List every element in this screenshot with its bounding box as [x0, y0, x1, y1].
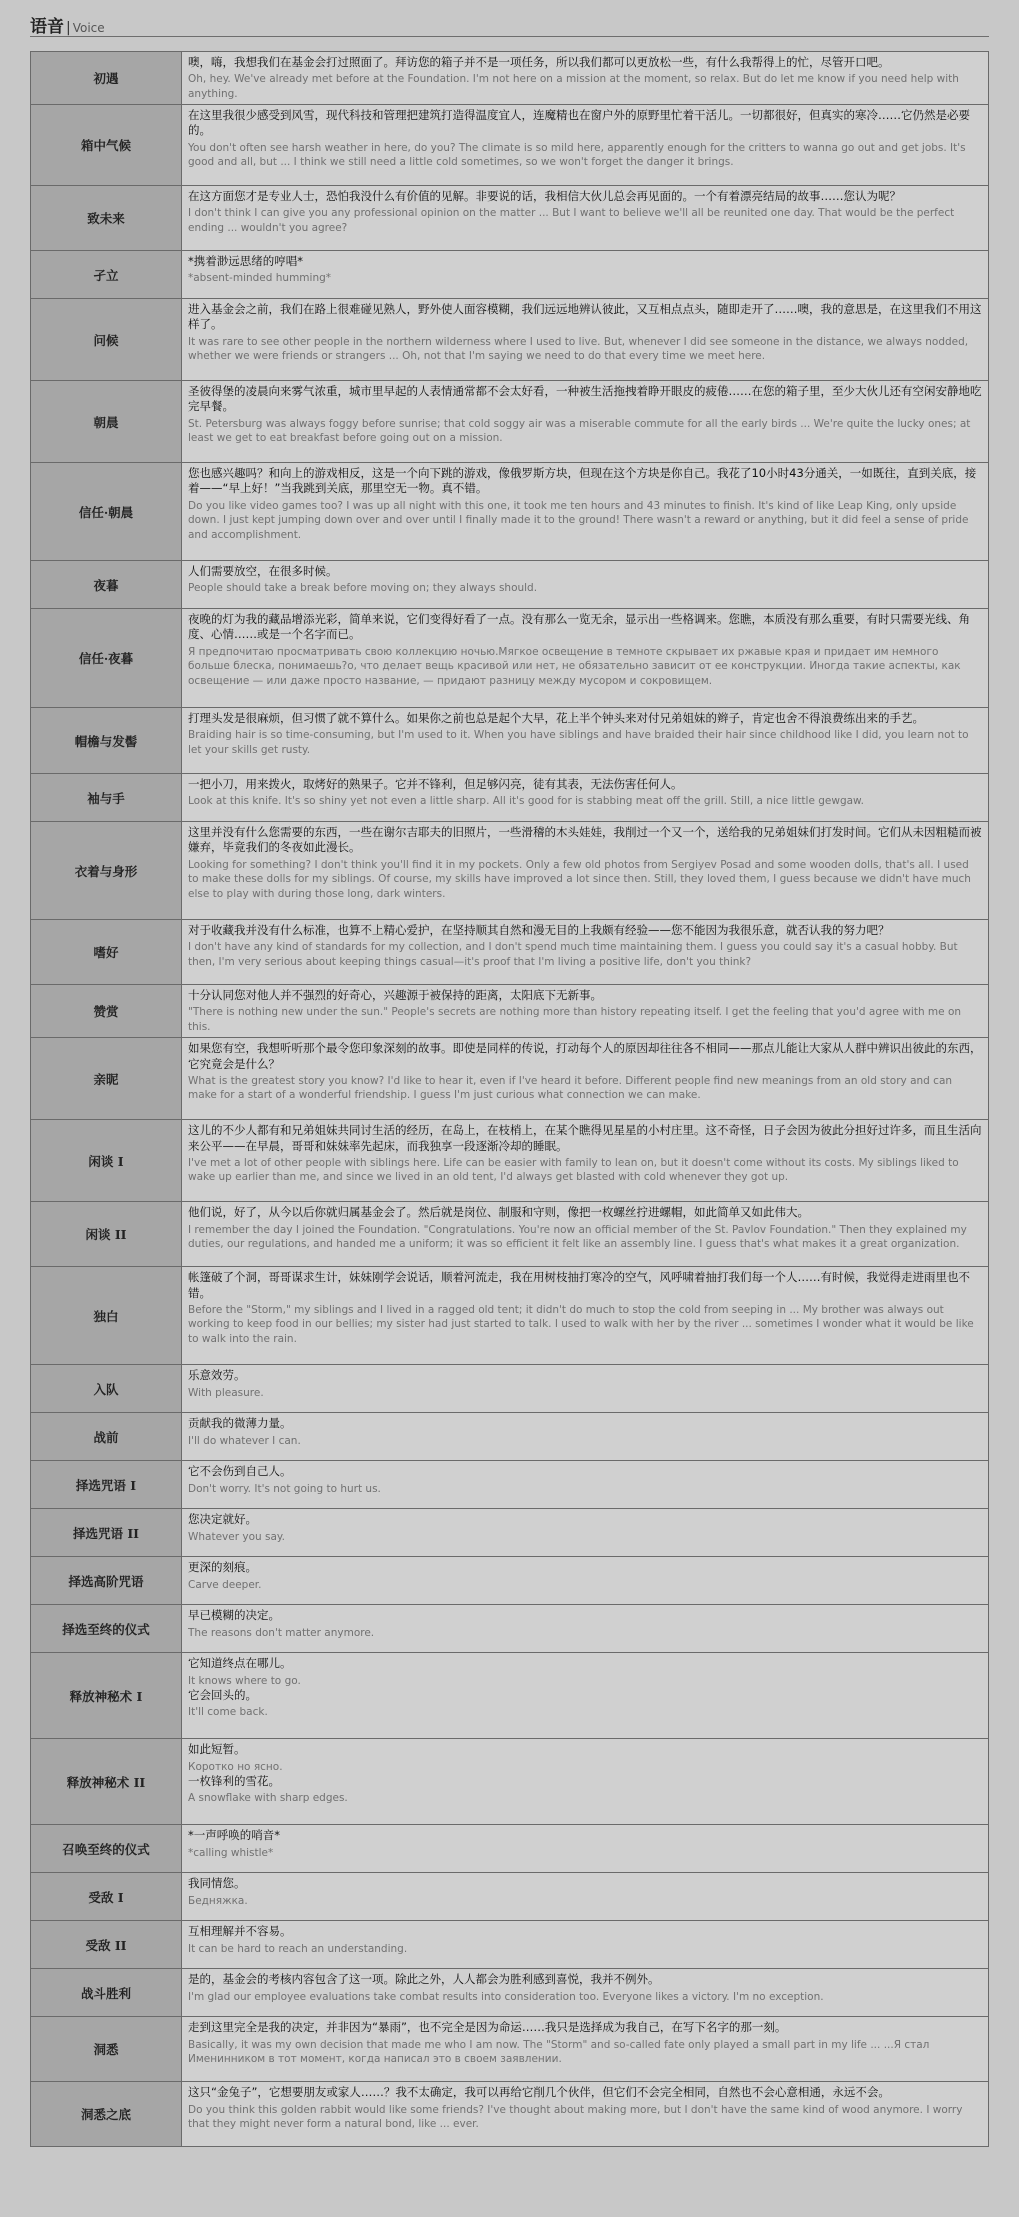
voice-label: 致未来: [31, 186, 182, 251]
voice-row: [31, 1739, 989, 1825]
voice-label: 信任·夜暮: [31, 609, 182, 708]
voice-row: [31, 105, 989, 186]
voice-label: 入队: [31, 1365, 182, 1413]
voice-line-translation: Braiding hair is so time-consuming, but I'm used to it. When you have siblings and have braided their hair since childhood like I did, you learn not to let your skills get rusty.: [188, 729, 969, 756]
voice-text-cell: [182, 1120, 989, 1202]
voice-line-translation: A snowflake with sharp edges.: [188, 1792, 348, 1805]
voice-line-translation: *calling whistle*: [188, 1846, 274, 1859]
voice-label: 衣着与身形: [31, 822, 182, 920]
voice-line-translation: Carve deeper.: [188, 1578, 262, 1591]
voice-line-chinese: 这儿的不少人都有和兄弟姐妹共同讨生活的经历，在岛上，在枝梢上，在某个瞧得见星星的小村庄里。这不奇怪，日子会因为彼此分担好过许多，而且生活向来公平——在早晨，哥哥和妹妹率先起床，而我独享一段逐渐冷却的睡眠。: [188, 1123, 982, 1153]
voice-line-translation: St. Petersburg was always foggy before sunrise; that cold soggy air was a miserable commute for all the early birds ... We're quite the lucky ones; at least we get to eat breakfast before going out on a mission.: [188, 417, 971, 445]
voice-line-chinese: 噢，嗨，我想我们在基金会打过照面了。拜访您的箱子并不是一项任务，所以我们都可以更放松一些，有什么我帮得上的忙，尽管开口吧。: [188, 55, 890, 69]
voice-line-translation: I'll do whatever I can.: [188, 1434, 301, 1447]
voice-line-chinese: 乐意效劳。: [188, 1368, 246, 1383]
voice-text-cell: [182, 1202, 989, 1267]
voice-line-translation: I don't have any kind of standards for my collection, and I don't spend much time maintaining them. I guess you could say it's a casual hobby. But then, I'm very serious about keeping things casual—it's proof that I'm living a positive life, don't you think?: [188, 941, 958, 968]
voice-line-translation: With pleasure.: [188, 1386, 264, 1399]
voice-text-cell: [182, 105, 989, 186]
voice-line-translation: Я предпочитаю просматривать свою коллекцию ночью.Мягкое освещение в темноте скрывает их ржавые края и придает им немного больше блеска, понимаешь?о, что делает вещь красивой или нет, не обязательно зависит от ее конструкции. Иногда такие аспекты, как освещение — или даже просто название, — придают разницу между мусором и сокровищем.: [188, 645, 961, 687]
voice-row: [31, 561, 989, 609]
voice-label: 战前: [31, 1413, 182, 1461]
voice-label: 闲谈 II: [31, 1202, 182, 1267]
voice-line-chinese: 帐篷破了个洞，哥哥谋求生计，妹妹刚学会说话，顺着河流走，我在用树枝抽打寒冷的空气，风呼啸着抽打我们每一个人……有时候，我觉得走进雨里也不错。: [188, 1270, 970, 1300]
voice-text-cell: [182, 1605, 989, 1653]
voice-line-chinese: 进入基金会之前，我们在路上很难碰见熟人，野外使人面容模糊，我们远远地辨认彼此，又互相点点头，随即走开了……噢，我的意思是，在这里我们不用这样了。: [188, 302, 982, 332]
voice-text-cell: [182, 1038, 989, 1120]
title-separator: |: [66, 20, 71, 36]
voice-line-translation: It can be hard to reach an understanding.: [188, 1942, 408, 1955]
voice-line-translation: People should take a break before moving on; they always should.: [188, 582, 538, 595]
voice-text-cell: [182, 1557, 989, 1605]
voice-row: [31, 2017, 989, 2082]
voice-row: [31, 186, 989, 251]
voice-label: 袖与手: [31, 774, 182, 822]
voice-row: [31, 985, 989, 1038]
voice-line-chinese: *一声呼唤的哨音*: [188, 1828, 280, 1843]
page-header: [30, 12, 989, 37]
voice-table-body: [31, 52, 989, 2147]
voice-line-chinese: *携着渺远思绪的哼唱*: [188, 254, 303, 269]
voice-line-translation: Whatever you say.: [188, 1530, 285, 1543]
voice-label: 亲昵: [31, 1038, 182, 1120]
voice-row: [31, 2082, 989, 2147]
voice-text-cell: [182, 381, 989, 463]
voice-row: [31, 1969, 989, 2017]
voice-text-cell: [182, 1921, 989, 1969]
voice-label: 战斗胜利: [31, 1969, 182, 2017]
voice-text-cell: [182, 463, 989, 561]
voice-label: 择选咒语 I: [31, 1461, 182, 1509]
voice-line-chinese: 圣彼得堡的凌晨向来雾气浓重，城市里早起的人表情通常都不会太好看，一种被生活拖拽着睁开眼皮的疲倦……在您的箱子里，至少大伙儿还有空闲安静地吃完早餐。: [188, 384, 982, 414]
voice-line-translation: "There is nothing new under the sun." People's secrets are nothing more than history repeating itself. I get the feeling that you'd agree with me on this.: [188, 1006, 962, 1033]
voice-line-chinese: 互相理解并不容易。: [188, 1924, 292, 1939]
voice-row: [31, 822, 989, 920]
voice-text-cell: [182, 985, 989, 1038]
voice-label: 朝晨: [31, 381, 182, 463]
voice-line-chinese: 它不会伤到自己人。: [188, 1464, 292, 1479]
voice-label: 洞悉之底: [31, 2082, 182, 2147]
voice-text-cell: [182, 1413, 989, 1461]
voice-row: [31, 463, 989, 561]
voice-line-chinese: 您也感兴趣吗？和向上的游戏相反，这是一个向下跳的游戏，像俄罗斯方块，但现在这个方块是你自己。我花了10小时43分通关，一如既往，直到关底，接着——“早上好！”当我跳到关底，那里空无一物。真不错。: [188, 466, 977, 496]
voice-row: [31, 1557, 989, 1605]
voice-line-chinese: 这里并没有什么您需要的东西，一些在谢尔吉耶夫的旧照片，一些滑稽的木头娃娃，我削过一个又一个，送给我的兄弟姐妹们打发时间。它们从未因粗糙而被嫌弃，毕竟我们的冬夜如此漫长。: [188, 825, 982, 855]
voice-row: [31, 920, 989, 985]
voice-line-chinese: 我同情您。: [188, 1876, 246, 1891]
voice-text-cell: [182, 774, 989, 822]
page-title: 语音: [30, 17, 64, 37]
voice-line-translation: You don't often see harsh weather in here, do you? The climate is so mild here, apparently enough for the critters to wanna go out and get jobs. It's good and all, but ... I think we still need a little cold sometimes, so we won't forget the danger it brings.: [188, 141, 966, 169]
voice-row: [31, 774, 989, 822]
voice-label: 洞悉: [31, 2017, 182, 2082]
voice-line-translation: *absent-minded humming*: [188, 272, 332, 285]
voice-line-chinese: 人们需要放空，在很多时候。: [188, 564, 338, 579]
voice-line-chinese: 一枚锋利的雪花。: [188, 1774, 280, 1789]
voice-label: 择选高阶咒语: [31, 1557, 182, 1605]
voice-line-chinese: 贡献我的微薄力量。: [188, 1416, 292, 1431]
voice-line-translation: It was rare to see other people in the northern wilderness where I used to live. But, whenever I did see someone in the distance, we always nodded, whether we were friends or strangers ... Oh, not that I'm saying we need to do that every time we meet here.: [188, 335, 969, 363]
voice-line-chinese: 早已模糊的决定。: [188, 1608, 280, 1623]
voice-text-cell: [182, 1873, 989, 1921]
voice-row: [31, 1873, 989, 1921]
voice-line-chinese: 一把小刀，用来拨火，取烤好的熟果子。它并不锋利，但足够闪亮，徒有其表，无法伤害任何人。: [188, 777, 683, 792]
voice-row: [31, 1202, 989, 1267]
voice-line-chinese: 它知道终点在哪儿。: [188, 1656, 292, 1671]
voice-line-chinese: 打理头发是很麻烦，但习惯了就不算什么。如果你之前也总是起个大早，花上半个钟头来对付兄弟姐妹的辫子，肯定也舍不得浪费练出来的手艺。: [188, 711, 924, 726]
voice-line-chinese: 更深的刻痕。: [188, 1560, 257, 1575]
voice-line-translation: Коротко но ясно.: [188, 1760, 283, 1773]
voice-text-cell: [182, 1461, 989, 1509]
voice-label: 择选咒语 II: [31, 1509, 182, 1557]
voice-text-cell: [182, 2017, 989, 2082]
voice-row: [31, 1509, 989, 1557]
voice-line-chinese: 是的，基金会的考核内容包含了这一项。除此之外，人人都会为胜利感到喜悦，我并不例外。: [188, 1972, 660, 1987]
voice-row: [31, 1461, 989, 1509]
voice-label: 夜暮: [31, 561, 182, 609]
voice-line-translation: Don't worry. It's not going to hurt us.: [188, 1482, 381, 1495]
voice-text-cell: [182, 251, 989, 299]
voice-label: 孑立: [31, 251, 182, 299]
voice-line-chinese: 他们说，好了，从今以后你就归属基金会了。然后就是岗位、制服和守则，像把一枚螺丝拧进螺帽，如此简单又如此伟大。: [188, 1205, 809, 1220]
voice-text-cell: [182, 1825, 989, 1873]
voice-text-cell: [182, 2082, 989, 2147]
voice-line-chinese: 如此短暂。: [188, 1742, 246, 1757]
voice-line-translation: The reasons don't matter anymore.: [188, 1626, 375, 1639]
voice-text-cell: [182, 1267, 989, 1365]
voice-row: [31, 1653, 989, 1739]
voice-text-cell: [182, 609, 989, 708]
voice-line-translation: Do you think this golden rabbit would like some friends? I've thought about making more, but I don't have the same kind of wood anymore. I worry that they might never form a natural bond, like ... ever.: [188, 2103, 963, 2131]
voice-label: 信任·朝晨: [31, 463, 182, 561]
voice-line-chinese: 您决定就好。: [188, 1512, 257, 1527]
page-subtitle: Voice: [72, 21, 105, 35]
voice-label: 问候: [31, 299, 182, 381]
voice-line-translation: Looking for something? I don't think you'll find it in my pockets. Only a few old photos from Sergiyev Posad and some wooden dolls, that's all. I used to make these dolls for my siblings. Of course, my skills have improved a lot since then. Still, they loved them, I guess because we didn't have much else to play with during those long, dark winters.: [188, 858, 971, 900]
voice-label: 箱中气候: [31, 105, 182, 186]
voice-text-cell: [182, 299, 989, 381]
voice-line-translation: Бедняжка.: [188, 1894, 248, 1907]
voice-text-cell: [182, 1653, 989, 1739]
voice-line-chinese: 走到这里完全是我的决定，并非因为“暴雨”，也不完全是因为命运……我只是选择成为我自己，在写下名字的那一刻。: [188, 2020, 787, 2035]
voice-text-cell: [182, 1509, 989, 1557]
voice-row: [31, 1038, 989, 1120]
voice-line-chinese: 对于收藏我并没有什么标准，也算不上精心爱护，在坚持顺其自然和漫无目的上我颇有经验——您不能因为我很乐意，就否认我的努力吧？: [188, 923, 890, 938]
voice-row: [31, 1921, 989, 1969]
voice-text-cell: [182, 1739, 989, 1825]
voice-table: [30, 51, 989, 2147]
voice-row: [31, 1120, 989, 1202]
voice-line-translation: I remember the day I joined the Foundation. "Congratulations. You're now an official member of the St. Pavlov Foundation." Then they explained my duties, our regulations, and handed me a uniform; it was so efficient it felt like an assembly line. I guess that's what makes it a great organization.: [188, 1223, 967, 1251]
voice-label: 闲谈 I: [31, 1120, 182, 1202]
voice-label: 帽檐与发髻: [31, 708, 182, 774]
voice-line-chinese: 这只“金兔子”，它想要朋友或家人……？我不太确定，我可以再给它削几个伙伴，但它们不会完全相同，自然也不会心意相通，永远不会。: [188, 2085, 890, 2100]
voice-line-chinese: 在这方面您才是专业人士，恐怕我没什么有价值的见解。非要说的话，我相信大伙儿总会再见面的。一个有着漂亮结局的故事……您认为呢？: [188, 189, 901, 204]
voice-line-translation: It'll come back.: [188, 1706, 268, 1719]
voice-line-translation: Basically, it was my own decision that made me who I am now. The "Storm" and so-called fate only played a small part in my life ... ...Я стал Именинником в тот момент, когда написал это в своем заявлении.: [188, 2038, 930, 2066]
voice-label: 受敌 II: [31, 1921, 182, 1969]
voice-row: [31, 251, 989, 299]
voice-line-translation: Before the "Storm," my siblings and I lived in a ragged old tent; it didn't do much to stop the cold from seeping in ... My brother was always out working to keep food in our bellies; my sister had just started to talk. I used to walk with her by the river ... sometimes I wonder what it would be like to walk into the rain.: [188, 1303, 974, 1345]
voice-label: 释放神秘术 I: [31, 1653, 182, 1739]
voice-label: 召唤至终的仪式: [31, 1825, 182, 1873]
voice-text-cell: [182, 186, 989, 251]
voice-label: 赞赏: [31, 985, 182, 1038]
voice-text-cell: [182, 52, 989, 105]
voice-row: [31, 708, 989, 774]
voice-text-cell: [182, 561, 989, 609]
voice-label: 独白: [31, 1267, 182, 1365]
voice-line-translation: I'm glad our employee evaluations take combat results into consideration too. Everyone likes a victory. I'm no exception.: [188, 1990, 824, 2003]
voice-line-translation: I don't think I can give you any professional opinion on the matter ... But I want to believe we'll all be reunited one day. That would be the perfect ending ... wouldn't you agree?: [188, 207, 955, 234]
voice-label: 嗜好: [31, 920, 182, 985]
voice-row: [31, 381, 989, 463]
voice-row: [31, 299, 989, 381]
voice-text-cell: [182, 920, 989, 985]
voice-line-translation: Do you like video games too? I was up all night with this one, it took me ten hours and 43 minutes to finish. It's kind of like Leap King, only upside down. I just kept jumping down over and over until I finally made it to the ground! There wasn't a reward or anything, but it did feel a sense of pride and accomplishment.: [188, 499, 969, 541]
voice-row: [31, 609, 989, 708]
voice-text-cell: [182, 822, 989, 920]
voice-row: [31, 1365, 989, 1413]
voice-text-cell: [182, 1969, 989, 2017]
voice-line-translation: Look at this knife. It's so shiny yet not even a little sharp. All it's good for is stabbing meat off the grill. Still, a nice little gewgaw.: [188, 795, 865, 808]
voice-line-chinese: 如果您有空，我想听听那个最令您印象深刻的故事。即使是同样的传说，打动每个人的原因却往往各不相同——那点儿能让大家从人群中辨识出彼此的东西，它究竟会是什么？: [188, 1041, 982, 1071]
voice-row: [31, 52, 989, 105]
voice-text-cell: [182, 1365, 989, 1413]
voice-text-cell: [182, 708, 989, 774]
voice-line-chinese: 夜晚的灯为我的藏品增添光彩，简单来说，它们变得好看了一点。没有那么一览无余，显示出一些格调来。您瞧，本质没有那么重要，有时只需要光线、角度、心情……或是一个名字而已。: [188, 612, 970, 642]
voice-line-translation: It knows where to go.: [188, 1674, 301, 1687]
voice-label: 释放神秘术 II: [31, 1739, 182, 1825]
voice-line-chinese: 它会回头的。: [188, 1688, 257, 1703]
voice-label: 初遇: [31, 52, 182, 105]
voice-row: [31, 1413, 989, 1461]
voice-row: [31, 1267, 989, 1365]
voice-line-translation: Oh, hey. We've already met before at the Foundation. I'm not here on a mission at the moment, so relax. But do let me know if you need help with anything.: [188, 73, 959, 100]
voice-row: [31, 1825, 989, 1873]
voice-label: 受敌 I: [31, 1873, 182, 1921]
voice-row: [31, 1605, 989, 1653]
voice-label: 择选至终的仪式: [31, 1605, 182, 1653]
voice-line-chinese: 十分认同您对他人并不强烈的好奇心，兴趣源于被保持的距离，太阳底下无新事。: [188, 988, 602, 1003]
voice-line-translation: What is the greatest story you know? I'd like to hear it, even if I've heard it before. Different people find new meanings from an old story and can make for a start of a wonderful friendship. I guess I'm just curious what connection we can make.: [188, 1074, 953, 1102]
voice-line-translation: I've met a lot of other people with siblings here. Life can be easier with family to lean on, but it doesn't come without its costs. My siblings liked to wake up earlier than me, and since we lived in an old tent, I'd always get blasted with cold whenever they got up.: [188, 1156, 959, 1184]
voice-line-chinese: 在这里我很少感受到风雪，现代科技和管理把建筑打造得温度宜人，连魔精也在窗户外的原野里忙着干活儿。一切都很好，但真实的寒冷……它仍然是必要的。: [188, 108, 970, 138]
